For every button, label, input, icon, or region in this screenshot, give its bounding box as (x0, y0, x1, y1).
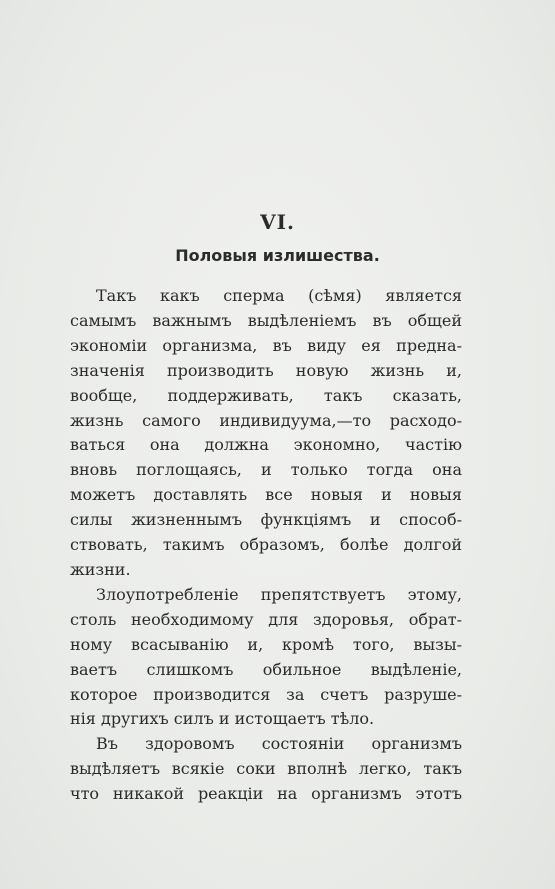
text-line: Злоупотребленіе препятствуетъ этому, (96, 584, 462, 604)
text-line: ствовать, такимъ образомъ, болѣе долгой (70, 535, 462, 555)
text-line: столь необходимому для здоровья, обрат- (70, 609, 462, 629)
text-line: что никакой реакціи на организмъ этотъ (70, 784, 462, 804)
text-line: выдѣляетъ всякіе соки вполнѣ легко, такъ (70, 759, 462, 779)
text-line: которое производится за счетъ разруше- (70, 684, 462, 704)
text-line: жизнь самого индивидуума,—то расходо- (70, 410, 462, 430)
text-line: значенія производить новую жизнь и, (70, 360, 462, 380)
text-line: Такъ какъ сперма (сѣмя) является (96, 286, 462, 305)
text-line: ному всасыванію и, кромѣ того, вызы- (70, 634, 462, 654)
text-line: экономіи организма, въ виду ея предна- (70, 335, 462, 355)
text-line: самымъ важнымъ выдѣленіемъ въ общей (70, 310, 462, 330)
chapter-title: Половыя излишества. (175, 246, 380, 265)
text-line: нія другихъ силъ и истощаетъ тѣло. (70, 709, 375, 729)
text-line: Въ здоровомъ состояніи организмъ (96, 734, 462, 754)
text-line: можетъ доставлять все новыя и новыя (70, 485, 462, 505)
text-line: силы жизненнымъ функціямъ и способ- (70, 510, 462, 530)
chapter-number: VI. (260, 210, 295, 234)
text-line: вновь поглощаясь, и только тогда она (70, 460, 462, 480)
body-text (70, 284, 462, 807)
text-line: жизни. (70, 559, 131, 579)
text-line: ваться она должна экономно, частію (70, 435, 462, 455)
text-line: ваетъ слишкомъ обильное выдѣленіе, (70, 659, 462, 679)
text-line: вообще, поддерживать, такъ сказать, (70, 385, 462, 405)
